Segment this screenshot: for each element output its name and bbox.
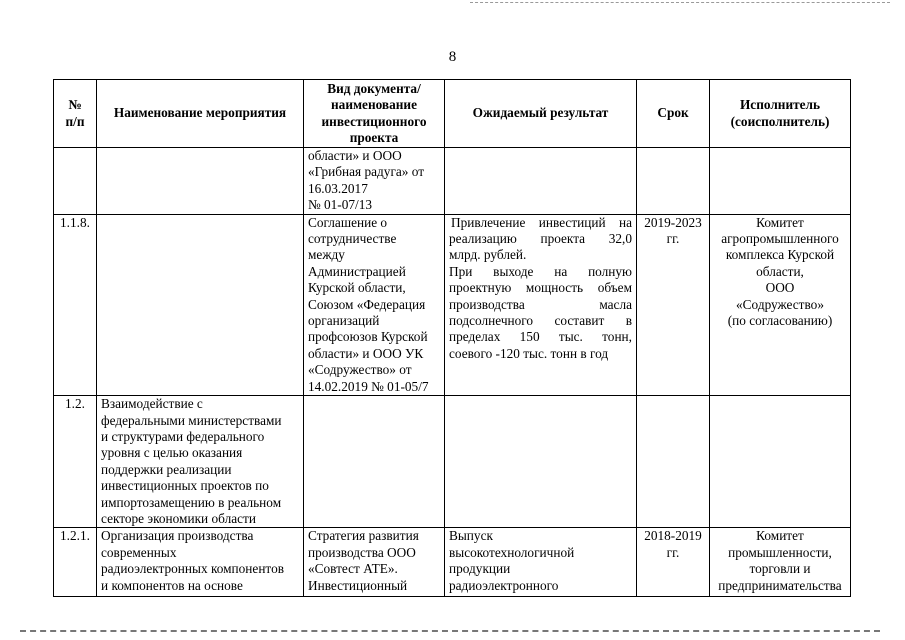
row-executor: Комитет агропромышленного комплекса Курской области, ООО «Содружество» (по согласованию) [710, 214, 851, 395]
header-num: № п/п [54, 80, 97, 148]
header-name: Наименование мероприятия [97, 80, 304, 148]
scan-artifact-top [470, 2, 890, 3]
table-row [54, 528, 851, 597]
header-row [54, 80, 851, 148]
row-result: Привлечение инвестиций на реализацию проекта 32,0 млрд. рублей. При выходе на полную проектную мощность объем производства масла подсолнечного составит в пределах 150 тыс. тонн, соевого -120 тыс. тонн в год [445, 214, 637, 395]
row-num [54, 148, 97, 215]
row-executor [710, 148, 851, 215]
plan-table [53, 79, 851, 597]
row-term: 2019-2023 гг. [637, 214, 710, 395]
row-doc [304, 396, 445, 528]
header-result: Ожидаемый результат [445, 80, 637, 148]
row-term: 2018-2019 гг. [637, 528, 710, 597]
row-num: 1.1.8. [54, 214, 97, 395]
row-num: 1.2.1. [54, 528, 97, 597]
table-row [54, 214, 851, 395]
header-executor: Исполнитель (соисполнитель) [710, 80, 851, 148]
header-term: Срок [637, 80, 710, 148]
table-row [54, 396, 851, 528]
row-name: Взаимодействие с федеральными министерствами и структурами федерального уровня с целью оказания поддержки реализации инвестиционных проектов по импортозамещению в реальном секторе экономики области [97, 396, 304, 528]
scan-artifact-bottom [20, 630, 880, 632]
row-result [445, 148, 637, 215]
row-name [97, 214, 304, 395]
row-name: Организация производства современных радиоэлектронных компонентов и компонентов на основе [97, 528, 304, 597]
table-row [54, 148, 851, 215]
row-result: Выпуск высокотехнологичной продукции радиоэлектронного [445, 528, 637, 597]
row-result [445, 396, 637, 528]
row-term [637, 148, 710, 215]
row-num: 1.2. [54, 396, 97, 528]
row-executor [710, 396, 851, 528]
row-doc: Стратегия развития производства ООО «Совтест АТЕ». Инвестиционный [304, 528, 445, 597]
row-executor: Комитет промышленности, торговли и предпринимательства [710, 528, 851, 597]
header-doc: Вид документа/ наименование инвестиционного проекта [304, 80, 445, 148]
row-term [637, 396, 710, 528]
page-number: 8 [448, 49, 457, 65]
row-doc: Соглашение о сотрудничестве между Администрацией Курской области, Союзом «Федерация организаций профсоюзов Курской области» и ООО УК «Содружество» от 14.02.2019 № 01-05/7 [304, 214, 445, 395]
row-name [97, 148, 304, 215]
row-doc: области» и ООО «Грибная радуга» от 16.03.2017 № 01-07/13 [304, 148, 445, 215]
